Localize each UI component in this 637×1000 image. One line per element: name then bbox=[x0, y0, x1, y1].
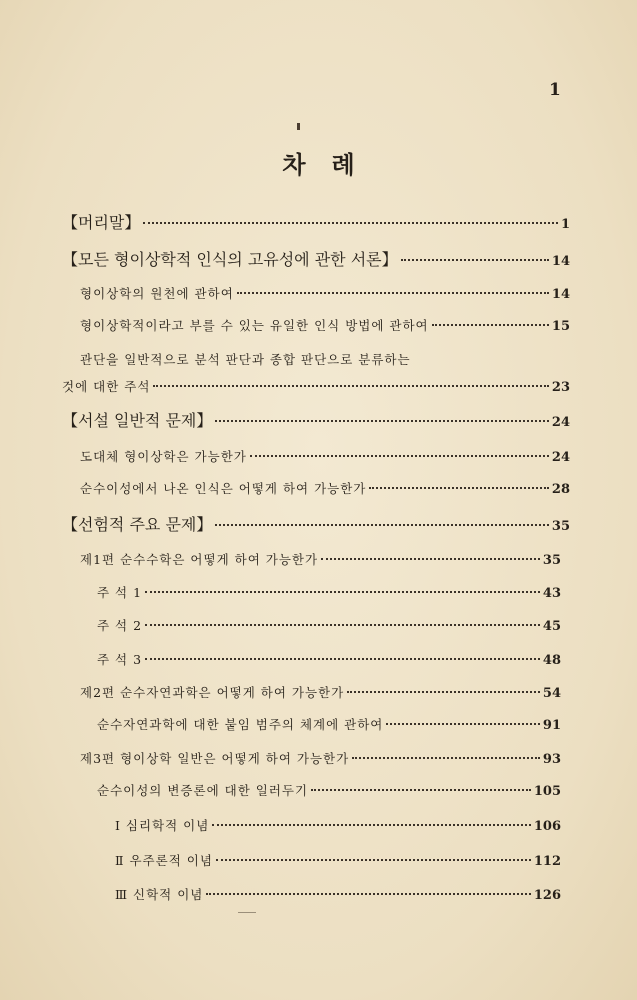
dot-leader bbox=[145, 658, 540, 660]
toc-entry-remark3[interactable] bbox=[97, 650, 561, 668]
toc-page-number: 54 bbox=[542, 686, 561, 701]
dot-leader bbox=[216, 859, 531, 861]
toc-entry-psychological-idea[interactable] bbox=[115, 816, 561, 834]
dot-leader bbox=[401, 259, 549, 261]
dot-leader bbox=[432, 324, 549, 326]
toc-entry-label: Ⅲ 신학적 이념 bbox=[115, 887, 204, 902]
toc-entry-dialectic-note[interactable] bbox=[97, 781, 561, 799]
dot-leader bbox=[237, 292, 549, 294]
toc-page-number: 23 bbox=[551, 380, 570, 395]
toc-entry-label: 도대체 형이상학은 가능한가 bbox=[80, 449, 247, 464]
toc-entry-label: Ⅰ 심리학적 이념 bbox=[115, 818, 210, 833]
toc-entry-label: 주 석 2 bbox=[97, 618, 143, 633]
toc-entry-theological-idea[interactable] bbox=[115, 885, 561, 903]
dot-leader bbox=[386, 723, 540, 725]
toc-entry-label: 【머리말】 bbox=[62, 213, 141, 232]
toc-page-number: 91 bbox=[542, 718, 561, 733]
dot-leader bbox=[369, 487, 549, 489]
toc-entry-source[interactable] bbox=[80, 284, 570, 302]
toc-entry-label: 주 석 1 bbox=[97, 585, 143, 600]
toc-entry-label: 【서설 일반적 문제】 bbox=[62, 411, 213, 430]
toc-entry-cosmological-idea[interactable] bbox=[115, 851, 561, 869]
toc-entry-label: 주 석 3 bbox=[97, 652, 143, 667]
toc-entry-label: 형이상학적이라고 부를 수 있는 유일한 인식 방법에 관하여 bbox=[80, 318, 429, 333]
toc-page-number: 15 bbox=[551, 319, 570, 334]
toc-page-number: 14 bbox=[551, 254, 570, 269]
toc-page-number: 112 bbox=[533, 854, 561, 869]
dot-leader bbox=[145, 624, 540, 626]
toc-page-number: 126 bbox=[533, 888, 561, 903]
toc-entry-part1[interactable] bbox=[80, 550, 561, 568]
toc-entry-general-problem[interactable] bbox=[62, 408, 570, 431]
dot-leader bbox=[145, 591, 540, 593]
page-title: 차례 bbox=[282, 151, 381, 179]
page-number: 1 bbox=[549, 80, 561, 100]
toc-entry-judgment-line1[interactable]: 관단을 일반적으로 분석 판단과 종합 판단으로 분류하는 bbox=[80, 352, 411, 367]
toc-entry-preface[interactable] bbox=[62, 210, 570, 233]
toc-page-number: 93 bbox=[542, 752, 561, 767]
toc-page-number: 14 bbox=[551, 287, 570, 302]
dot-leader bbox=[206, 893, 530, 895]
toc-entry-label: 제2편 순수자연과학은 어떻게 하여 가능한가 bbox=[80, 685, 345, 700]
toc-page-number: 45 bbox=[542, 619, 561, 634]
toc-entry-label: 제3편 형이상학 일반은 어떻게 하여 가능한가 bbox=[80, 751, 350, 766]
dot-leader bbox=[321, 558, 540, 560]
toc-entry-part2[interactable] bbox=[80, 683, 561, 701]
toc-entry-label: 제1편 순수수학은 어떻게 하여 가능한가 bbox=[80, 552, 319, 567]
toc-entry-part3[interactable] bbox=[80, 749, 561, 767]
toc-entry-label: 순수이성의 변증론에 대한 일러두기 bbox=[97, 783, 309, 798]
ink-speck bbox=[238, 912, 256, 913]
toc-entry-label: 【선험적 주요 문제】 bbox=[62, 515, 213, 534]
toc-entry-categories-appendix[interactable] bbox=[97, 715, 561, 733]
toc-entry-introduction[interactable] bbox=[62, 247, 570, 270]
dot-leader bbox=[143, 222, 558, 224]
toc-entry-method[interactable] bbox=[80, 316, 570, 334]
toc-entry-label: 순수이성에서 나온 인식은 어떻게 하여 가능한가 bbox=[80, 481, 367, 496]
dot-leader bbox=[347, 691, 540, 693]
dot-leader bbox=[153, 385, 549, 387]
toc-entry-label: Ⅱ 우주론적 이념 bbox=[115, 853, 213, 868]
toc-entry-pure-reason-cognition[interactable] bbox=[80, 479, 570, 497]
toc-page-number: 24 bbox=[551, 415, 570, 430]
toc-page-number: 43 bbox=[542, 586, 561, 601]
dot-leader bbox=[215, 524, 549, 526]
toc-entry-label: 【모든 형이상학적 인식의 고유성에 관한 서론】 bbox=[62, 250, 398, 269]
toc-page-number: 48 bbox=[542, 653, 561, 668]
toc-page-number: 35 bbox=[542, 553, 561, 568]
toc-page-number: 35 bbox=[551, 519, 570, 534]
dot-leader bbox=[212, 824, 531, 826]
dot-leader bbox=[352, 757, 540, 759]
dot-leader bbox=[250, 455, 549, 457]
toc-entry-label: 형이상학의 원천에 관하여 bbox=[80, 286, 234, 301]
toc-entry-metaphysics-possible[interactable] bbox=[80, 447, 570, 465]
toc-entry-transcendental[interactable] bbox=[62, 512, 570, 535]
toc-page-number: 28 bbox=[551, 482, 570, 497]
dot-leader bbox=[215, 420, 549, 422]
toc-page-number: 1 bbox=[560, 217, 570, 232]
toc-entry-judgment[interactable] bbox=[62, 377, 570, 395]
toc-entry-label: 것에 대한 주석 bbox=[62, 379, 151, 394]
toc-entry-remark2[interactable] bbox=[97, 616, 561, 634]
toc-page-number: 106 bbox=[533, 819, 561, 834]
toc-entry-label: 순수자연과학에 대한 붙임 범주의 체계에 관하여 bbox=[97, 717, 384, 732]
toc-page-number: 105 bbox=[533, 784, 561, 799]
toc-page-number: 24 bbox=[551, 450, 570, 465]
toc-entry-remark1[interactable] bbox=[97, 583, 561, 601]
dot-leader bbox=[311, 789, 531, 791]
ink-speck bbox=[297, 123, 300, 130]
